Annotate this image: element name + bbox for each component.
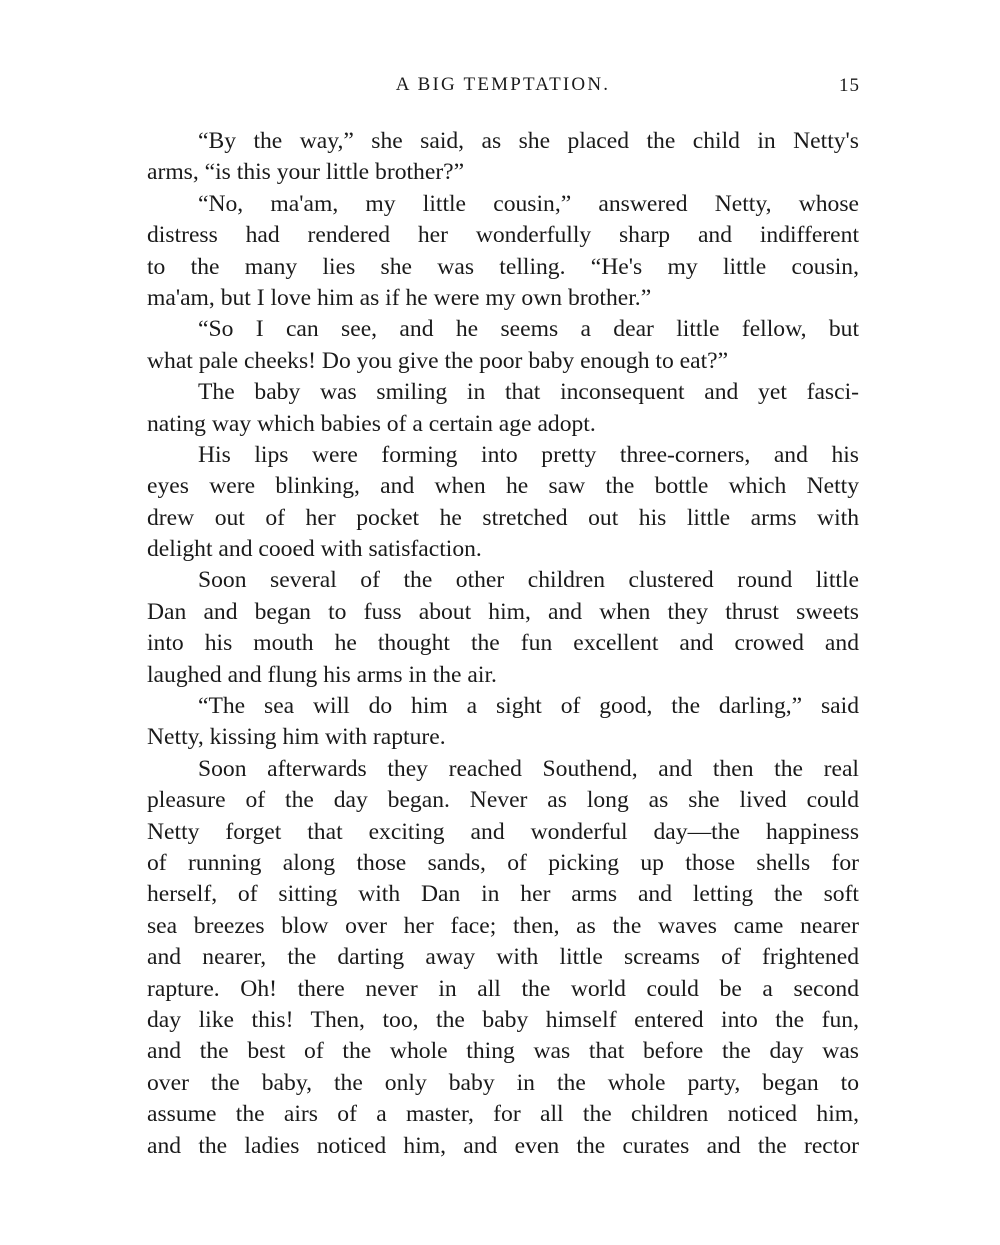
text-line: assume the airs of a master, for all the children noticed him, xyxy=(147,1101,859,1128)
text-line: nating way which babies of a certain age adopt. xyxy=(147,410,596,437)
text-line: and the best of the whole thing was that before the day was xyxy=(147,1038,859,1065)
text-line: “By the way,” she said, as she placed the child in Netty's xyxy=(198,128,859,154)
text-line: ma'am, but I love him as if he were my own brother.” xyxy=(147,284,652,311)
text-line: distress had rendered her wonderfully sharp and indifferent xyxy=(147,222,859,249)
running-title: A BIG TEMPTATION. xyxy=(395,74,611,95)
text-line: pleasure of the day began. Never as long as she lived could xyxy=(147,787,859,814)
text-line: rapture. Oh! there never in all the world could be a second xyxy=(147,975,859,1002)
text-line: and nearer, the darting away with little screams of frightened xyxy=(147,944,859,971)
text-line: eyes were blinking, and when he saw the bottle which Netty xyxy=(147,473,859,500)
text-line: The baby was smiling in that inconsequent and yet fasci- xyxy=(198,379,859,406)
text-line: Netty, kissing him with rapture. xyxy=(147,724,446,751)
text-line: and the ladies noticed him, and even the curates and the rector xyxy=(147,1132,859,1159)
text-line: laughed and flung his arms in the air. xyxy=(147,661,497,688)
text-line: His lips were forming into pretty three-corners, and his xyxy=(198,441,859,468)
text-line: herself, of sitting with Dan in her arms and letting the soft xyxy=(147,881,859,908)
text-line: day like this! Then, too, the baby himself entered into the fun, xyxy=(147,1006,859,1033)
text-line: sea breezes blow over her face; then, as the waves came nearer xyxy=(147,912,859,939)
paragraph xyxy=(147,377,859,440)
paragraph xyxy=(147,189,859,315)
text-line: over the baby, the only baby in the whole party, began to xyxy=(147,1069,859,1096)
paragraph xyxy=(147,440,859,566)
text-line: Dan and began to fuss about him, and when they thrust sweets xyxy=(147,598,859,625)
text-line: what pale cheeks! Do you give the poor baby enough to eat?” xyxy=(147,347,729,374)
text-line: into his mouth he thought the fun excellent and crowed and xyxy=(147,630,859,657)
paragraph xyxy=(147,565,859,691)
text-line: Soon afterwards they reached Southend, and then the real xyxy=(198,755,859,782)
text-line: Soon several of the other children clustered round little xyxy=(198,567,859,594)
text-line: “The sea will do him a sight of good, the darling,” said xyxy=(198,693,859,720)
text-line: delight and cooed with satisfaction. xyxy=(147,536,482,563)
paragraph xyxy=(147,754,859,1162)
text-line: to the many lies she was telling. “He's my little cousin, xyxy=(147,253,859,280)
page-number: 15 xyxy=(839,75,860,96)
text-line: “So I can see, and he seems a dear little fellow, but xyxy=(198,316,859,343)
text-line: “No, ma'am, my little cousin,” answered Netty, whose xyxy=(198,190,859,217)
paragraph xyxy=(147,126,859,189)
paragraph xyxy=(147,691,859,754)
text-line: drew out of her pocket he stretched out his little arms with xyxy=(147,504,859,531)
text-line: Netty forget that exciting and wonderful day—the happiness xyxy=(147,818,859,845)
text-line: arms, “is this your little brother?” xyxy=(147,159,465,186)
paragraph xyxy=(147,314,859,377)
body-text xyxy=(147,126,859,1162)
running-head xyxy=(146,74,860,104)
text-line: of running along those sands, of picking up those shells for xyxy=(147,849,859,876)
